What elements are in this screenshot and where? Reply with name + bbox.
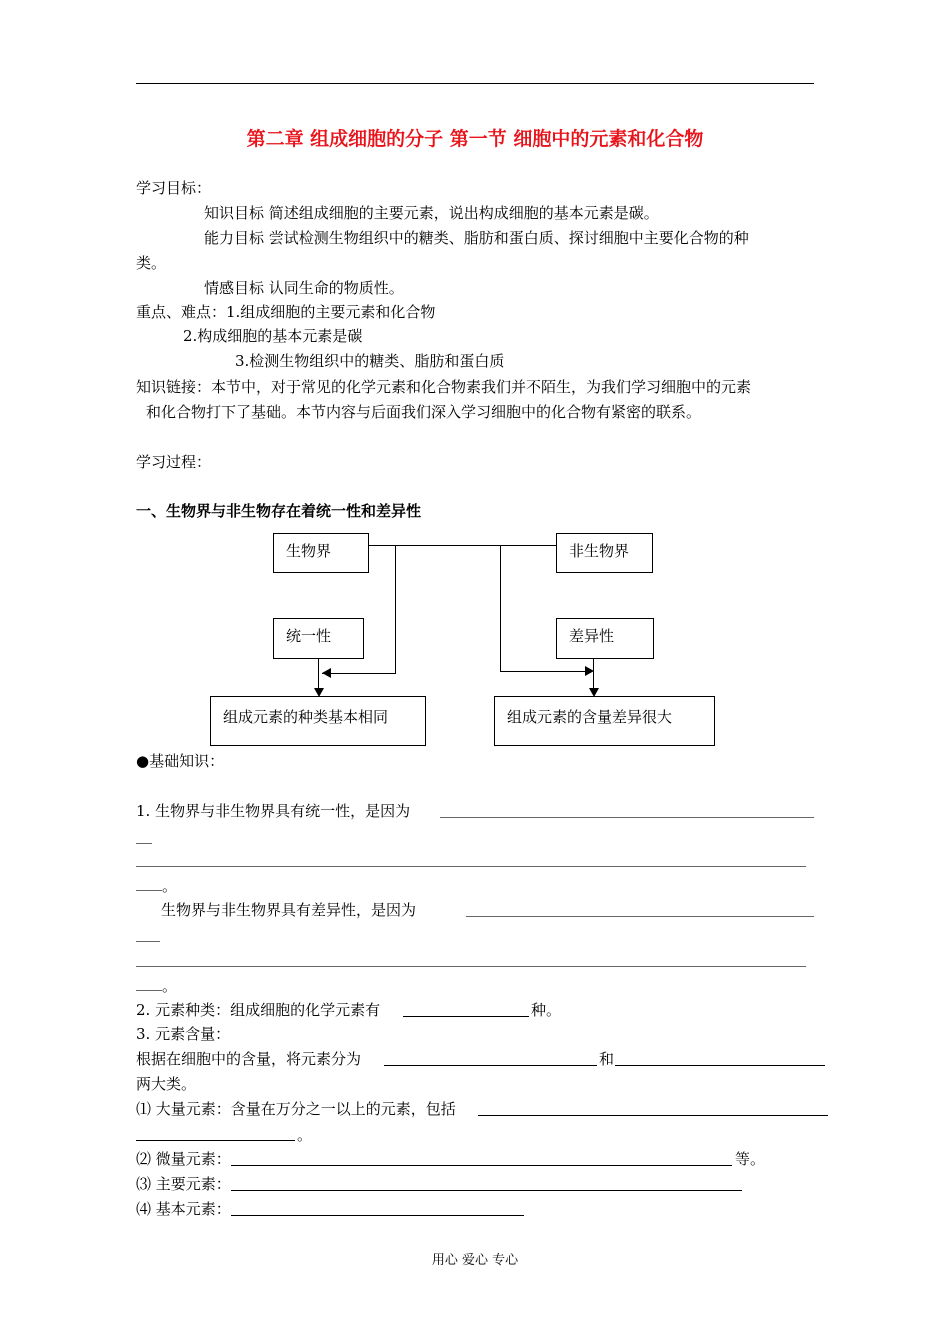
blank-line[interactable]	[231, 1214, 524, 1216]
question-3: 3. 元素含量：	[136, 1025, 231, 1043]
blank-line[interactable]	[136, 1139, 295, 1141]
box-diff-content: 组成元素的含量差异很大	[494, 696, 715, 746]
arrow-left-icon	[322, 668, 331, 678]
box-unity: 统一性	[273, 618, 364, 659]
question-3-2-end: 等。	[735, 1150, 766, 1168]
blank-line[interactable]	[478, 1114, 828, 1116]
connector-left-vertical	[395, 545, 396, 674]
blank-line[interactable]	[440, 816, 814, 818]
question-1-end: 。	[162, 877, 178, 895]
link-line-1: 知识链接：本节中，对于常见的化学元素和化合物素我们并不陌生，为我们学习细胞中的元素	[136, 378, 752, 396]
question-3-1: ⑴ 大量元素：含量在万分之一以上的元素，包括	[136, 1100, 456, 1118]
header-rule	[136, 83, 814, 84]
link-line-2: 和化合物打下了基础。本节内容与后面我们深入学习细胞中的化合物有紧密的联系。	[146, 403, 702, 421]
goal-ability-cont: 类。	[136, 254, 167, 272]
arrow-down-icon	[589, 688, 599, 697]
connector-top	[369, 545, 556, 546]
question-3-1-end: 。	[297, 1126, 313, 1144]
basics-heading: ●基础知识：	[136, 752, 225, 770]
blank-line[interactable]	[466, 915, 814, 917]
section-heading: 一、生物界与非生物存在着统一性和差异性	[136, 502, 422, 520]
question-3a-and: 和	[599, 1050, 615, 1068]
box-nonliving-world: 非生物界	[556, 533, 653, 573]
arrow-down-icon	[314, 688, 324, 697]
blank-line[interactable]	[615, 1064, 825, 1066]
arrow-right-icon	[585, 666, 594, 676]
page-title: 第二章 组成细胞的分子 第一节 细胞中的元素和化合物	[246, 128, 704, 150]
question-2-end: 种。	[531, 1001, 562, 1019]
question-3a-end: 两大类。	[136, 1075, 197, 1093]
connector-left-horizontal	[322, 673, 396, 674]
goal-emotion: 情感目标 认同生命的物质性。	[204, 279, 404, 297]
question-1b: 生物界与非生物界具有差异性，是因为	[161, 901, 417, 919]
blank-line[interactable]	[231, 1189, 742, 1191]
question-3-2: ⑵ 微量元素：	[136, 1150, 231, 1168]
connector-right-vertical	[500, 545, 501, 672]
process-heading: 学习过程：	[136, 453, 212, 471]
key-point-2: 2.构成细胞的基本元素是碳	[183, 327, 363, 345]
box-living-world: 生物界	[273, 533, 369, 573]
blank-line[interactable]	[136, 940, 160, 942]
question-2: 2. 元素种类：组成细胞的化学元素有	[136, 1001, 381, 1019]
question-1: 1. 生物界与非生物界具有统一性，是因为	[136, 802, 411, 820]
blank-line[interactable]	[136, 965, 806, 967]
question-1b-end: 。	[162, 977, 178, 995]
key-point-1: 重点、难点：1.组成细胞的主要元素和化合物	[136, 303, 436, 321]
connector-right-horizontal	[500, 671, 586, 672]
box-difference: 差异性	[556, 618, 654, 659]
blank-line[interactable]	[136, 889, 162, 891]
blank-line[interactable]	[403, 1015, 529, 1017]
goals-heading: 学习目标：	[136, 179, 212, 197]
goal-knowledge: 知识目标 简述组成细胞的主要元素，说出构成细胞的基本元素是碳。	[204, 204, 659, 222]
box-same-elements: 组成元素的种类基本相同	[210, 696, 426, 746]
key-point-3: 3.检测生物组织中的糖类、脂肪和蛋白质	[235, 352, 505, 370]
blank-line[interactable]	[136, 865, 806, 867]
question-3a: 根据在细胞中的含量，将元素分为	[136, 1050, 362, 1068]
blank-line[interactable]	[136, 989, 162, 991]
connector-unity-down	[318, 659, 319, 689]
page-footer: 用心 爱心 专心	[431, 1253, 519, 1268]
blank-line[interactable]	[136, 842, 152, 844]
goal-ability: 能力目标 尝试检测生物组织中的糖类、脂肪和蛋白质、探讨细胞中主要化合物的种	[204, 229, 749, 247]
question-3-4: ⑷ 基本元素：	[136, 1200, 231, 1218]
blank-line[interactable]	[384, 1064, 597, 1066]
blank-line[interactable]	[231, 1164, 732, 1166]
question-3-3: ⑶ 主要元素：	[136, 1175, 231, 1193]
